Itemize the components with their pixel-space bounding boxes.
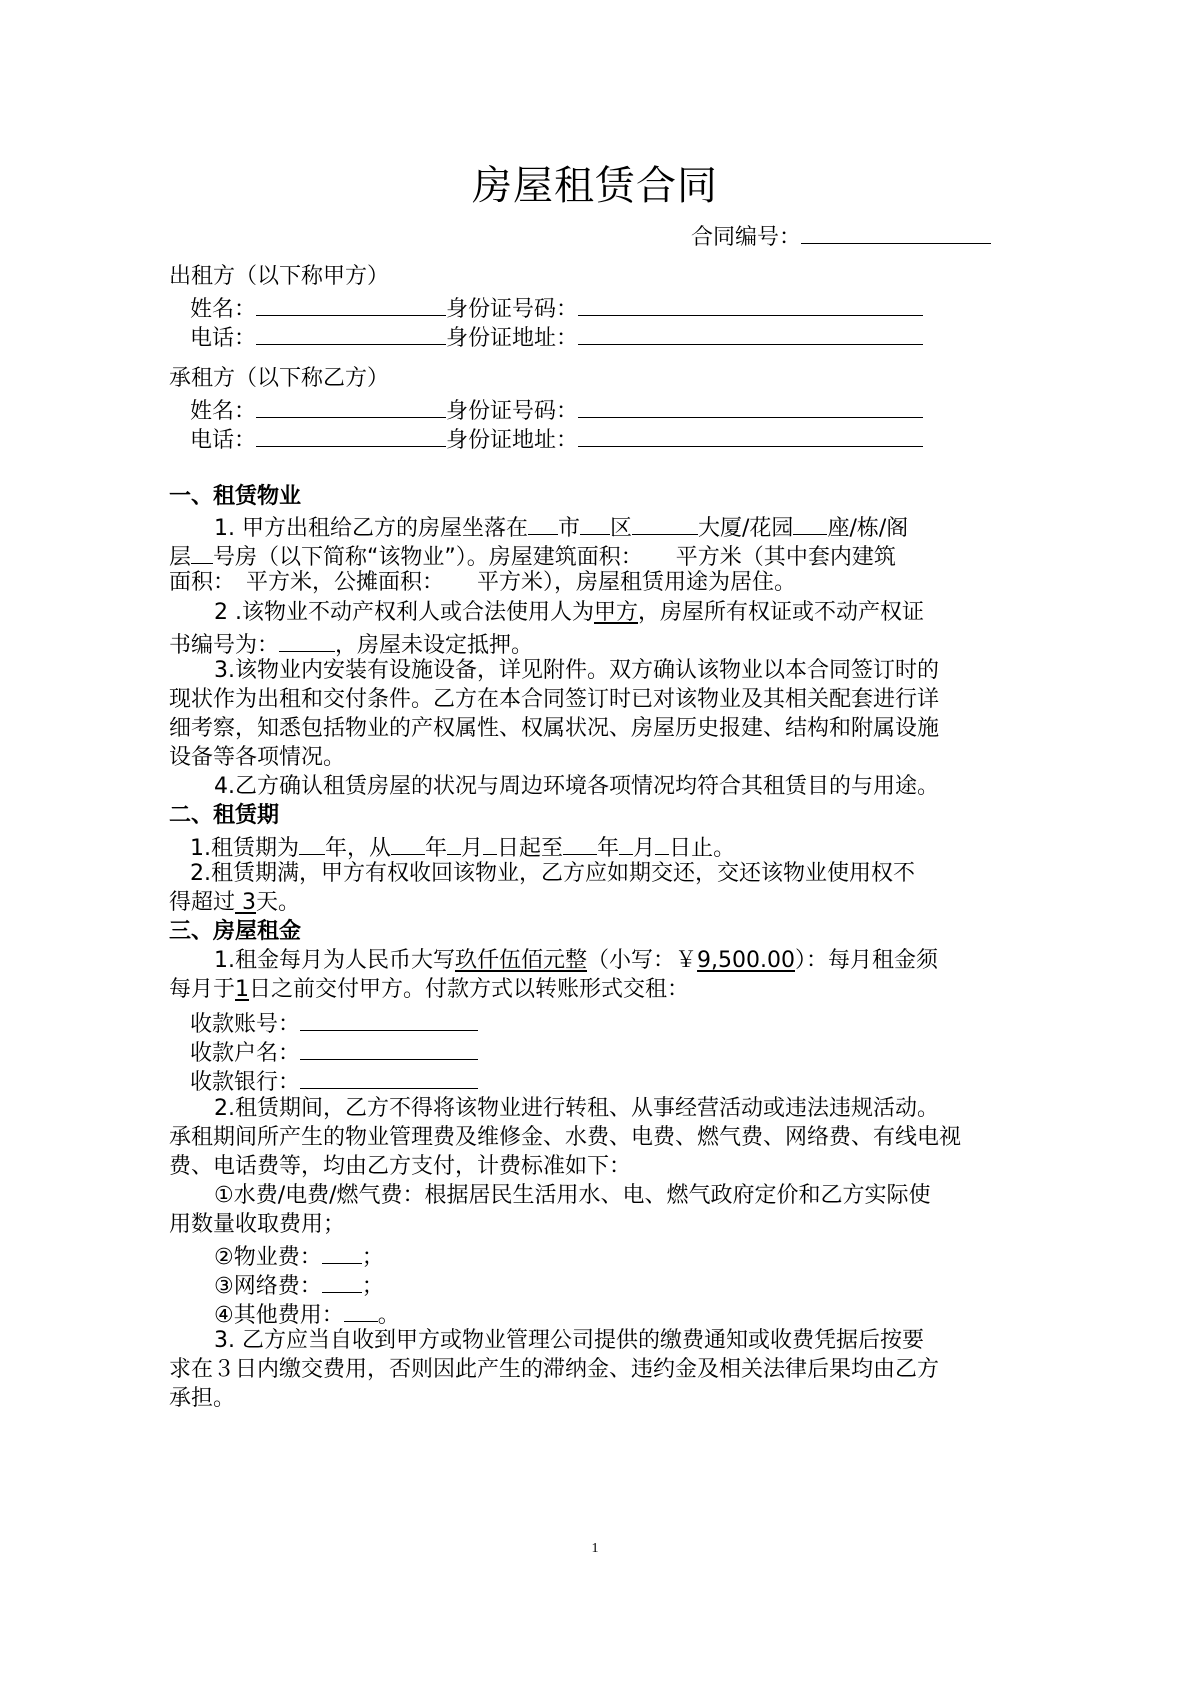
s1-p1-line3: 面积： 平方米，公摊面积： 平方米），房屋租赁用途为居住。 [169, 570, 797, 595]
fee-property: ②物业费： ； [214, 1239, 384, 1273]
fee-other: ④其他费用： 。 [214, 1297, 400, 1331]
page-number: 1 [591, 1541, 599, 1556]
receiving-name: 收款户名： [190, 1035, 478, 1069]
s1-p1-line2: 层 号房（以下简称“该物业”）。房屋建筑面积： 平方米（其中套内建筑 [169, 539, 896, 573]
lessor-phone-row: 电话： 身份证地址： [190, 320, 923, 354]
pay-day: 1 [235, 977, 250, 1002]
s3-p3-line2: 求在３日内缴交费用，否则因此产生的滞纳金、违约金及相关法律后果均由乙方 [169, 1357, 940, 1382]
s1-p3-line3: 细考察，知悉包括物业的产权属性、权属状况、房屋历史报建、结构和附属设施 [169, 716, 940, 741]
rent-upper: 玖仟伍佰元整 [455, 948, 588, 973]
s3-p2-line2: 承租期间所产生的物业管理费及维修金、水费、电费、燃气费、网络费、有线电视 [169, 1125, 962, 1150]
section-2-heading: 二、租赁期 [169, 803, 280, 828]
s2-p1: 1.租赁期为 年，从 年 月 日起至 年 月 日止。 [190, 830, 735, 864]
receiving-bank: 收款银行： [190, 1064, 478, 1098]
s2-p2-line2: 得超过 3天。 [169, 890, 301, 915]
s1-p3-line2: 现状作为出租和交付条件。乙方在本合同签订时已对该物业及其相关配套进行详 [169, 687, 940, 712]
lessee-phone-row: 电话： 身份证地址： [190, 422, 923, 456]
receiving-account: 收款账号： [190, 1006, 478, 1040]
s3-p2-line1: 2.租赁期间，乙方不得将该物业进行转租、从事经营活动或违法违规活动。 [214, 1096, 939, 1121]
fee-utilities-line1: ①水费/电费/燃气费：根据居民生活用水、电、燃气政府定价和乙方实际使 [214, 1183, 931, 1208]
section-3-heading: 三、房屋租金 [169, 919, 302, 944]
contract-number-blank [801, 219, 991, 244]
s1-p2-line1: 2 .该物业不动产权利人或合法使用人为甲方，房屋所有权证或不动产权证 [214, 600, 925, 625]
page-title: 房屋租赁合同 [472, 163, 718, 209]
contract-number: 合同编号： [691, 219, 991, 253]
s3-p3-line3: 承担。 [169, 1386, 236, 1411]
s3-p1-line1: 1.租金每月为人民币大写玖仟伍佰元整（小写：￥9,500.00）：每月租金须 [214, 948, 939, 973]
s1-p3-line1: 3.该物业内安装有设施设备，详见附件。双方确认该物业以本合同签订时的 [214, 658, 939, 683]
lessor-header: 出租方（以下称甲方） [169, 264, 390, 289]
lessee-header: 承租方（以下称乙方） [169, 366, 390, 391]
lessor-name-row: 姓名： 身份证号码： [190, 291, 923, 325]
fee-utilities-line2: 用数量收取费用； [169, 1212, 346, 1237]
s2-p2-line1: 2.租赁期满，甲方有权收回该物业，乙方应如期交还，交还该物业使用权不 [190, 861, 915, 886]
s1-p2-line2: 书编号为： ，房屋未设定抵押。 [169, 627, 533, 661]
section-1-heading: 一、租赁物业 [169, 484, 302, 509]
s3-p3-line1: 3. 乙方应当自收到甲方或物业管理公司提供的缴费通知或收费凭据后按要 [214, 1328, 924, 1353]
s1-p3-line4: 设备等各项情况。 [169, 745, 346, 770]
s3-p2-line3: 费、电话费等，均由乙方支付，计费标准如下： [169, 1154, 632, 1179]
s1-p4: 4.乙方确认租赁房屋的状况与周边环境各项情况均符合其租赁目的与用途。 [214, 774, 939, 799]
lessee-name-row: 姓名： 身份证号码： [190, 393, 923, 427]
s1-p1-line1: 1. 甲方出租给乙方的房屋坐落在 市 区 大厦/花园 座/栋/阁 [214, 510, 908, 544]
s3-p1-line2: 每月于1日之前交付甲方。付款方式以转账形式交租： [169, 977, 690, 1002]
rent-lower: 9,500.00 [697, 948, 795, 973]
fee-network: ③网络费： ； [214, 1268, 384, 1302]
